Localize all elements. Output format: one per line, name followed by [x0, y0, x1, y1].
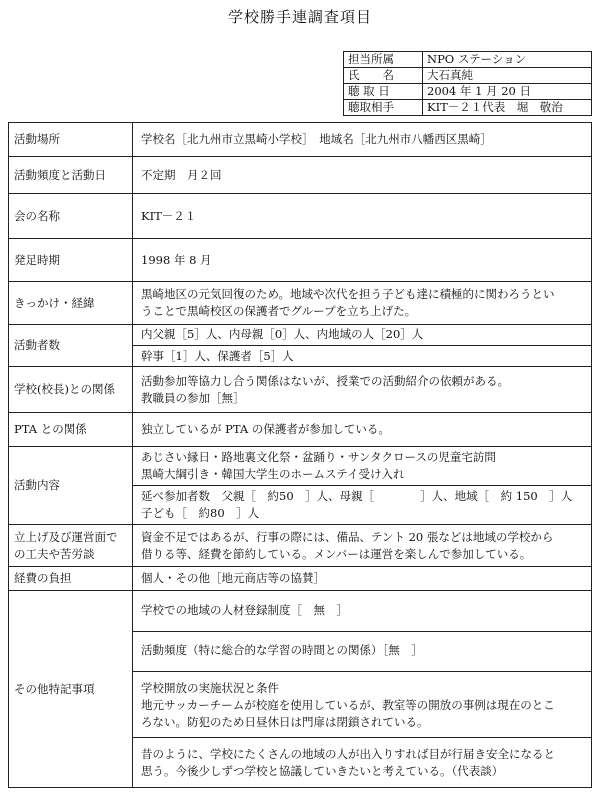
interview-info-table [343, 51, 592, 116]
row-value [133, 282, 592, 325]
info-value: 2004 年 1 月 20 日 [423, 84, 592, 100]
row-label: 経費の負担 [9, 567, 133, 591]
value-line: 子ども［ 約80 ］人 [141, 506, 260, 520]
row-value [133, 567, 592, 591]
page-title: 学校勝手連調査項目 [227, 8, 372, 26]
info-value: 大石真純 [423, 68, 592, 84]
row-value [133, 591, 592, 788]
row-label: 立上げ及び運営面での工夫や苦労談 [9, 525, 133, 567]
value-line: 幹事［1］人、保護者［5］人 [141, 349, 294, 363]
value-line: 教職員の参加［無］ [141, 390, 245, 405]
row-value [133, 525, 592, 567]
row-label: PTA との関係 [9, 413, 133, 447]
value-line: 内父親［5］人、内母親［0］人、内地域の人［20］人 [141, 327, 424, 341]
value-line: 独立しているが PTA の保護者が参加している。 [141, 422, 390, 436]
value-line: 学校名［北九州市立黒崎小学校］ 地域名［北九州市八幡西区黒崎］ [141, 132, 492, 146]
value-line: 学校開放の実施状況と条件 [141, 681, 279, 695]
divider [133, 485, 591, 486]
info-value: NPO ステーション [423, 52, 592, 68]
row-frequency [9, 157, 592, 194]
divider [133, 671, 591, 672]
row-label: 活動内容 [9, 447, 133, 525]
row-label: その他特記事項 [9, 591, 133, 788]
info-value: KIT－２１代表 堀 敬治 [423, 100, 592, 116]
value-line: KIT－２１ [141, 208, 197, 223]
row-value [133, 157, 592, 194]
value-line: 地元サッカーチームが校庭を使用しているが、教室等の開放の事例は現在のとこ [141, 698, 555, 712]
value-line: 活動参加等協力し合う関係はないが、授業での活動紹介の依頼がある。 [141, 373, 509, 388]
row-label: 活動場所 [9, 123, 133, 157]
row-label: 発足時期 [9, 239, 133, 282]
row-background [9, 282, 592, 325]
row-value [133, 413, 592, 447]
value-line: 個人・その他［地元商店等の協賛］ [141, 571, 325, 585]
row-label: 活動頻度と活動日 [9, 157, 133, 194]
value-line: 黒崎大綱引き・韓国大学生のホームステイ受け入れ [141, 467, 405, 481]
value-line: 黒崎地区の元気回復のため。地域や次代を担う子ども達に積極的に関わろうとい [141, 287, 555, 301]
row-value [133, 239, 592, 282]
value-line: 活動頻度（特に総合的な学習の時間との関係）［無 ］ [141, 643, 423, 657]
info-label: 担当所属 [344, 52, 423, 68]
value-line: 思う。今後少しずつ学校と協議していきたいと考えている。（代表談） [141, 764, 504, 778]
info-row [344, 84, 592, 100]
row-expenses [9, 567, 592, 591]
value-line: 資金不足ではあるが、行事の際には、備品、テント 20 張などは地域の学校から [141, 529, 554, 544]
info-row [344, 52, 592, 68]
survey-table [8, 122, 592, 788]
row-school-relation [9, 367, 592, 413]
value-line: 延べ参加者数 父親［ 約50 ］人、母親［ ］人、地域［ 約 150 ］人 [141, 489, 573, 503]
info-row [344, 100, 592, 116]
row-label: 学校(校長)との関係 [9, 367, 133, 413]
value-line: ろない。防犯のため日昼休日は門扉は閉鎖されている。 [141, 715, 429, 729]
info-label: 氏 名 [344, 68, 423, 84]
row-pta-relation [9, 413, 592, 447]
value-line: 昔のように、学校にたくさんの地域の人が出入りすれば目が行届き安全になると [141, 747, 555, 761]
row-value [133, 325, 592, 367]
info-row [344, 68, 592, 84]
row-other-notes [9, 591, 592, 788]
row-value [133, 367, 592, 413]
row-value [133, 194, 592, 239]
value-line: 学校での地域の人材登録制度［ 無 ］ [141, 603, 348, 617]
row-activity-place [9, 123, 592, 157]
divider [133, 345, 591, 346]
info-label: 聴 取 日 [344, 84, 423, 100]
row-members [9, 325, 592, 367]
value-line: 借りる等、経費を節約している。メンバーは運営を楽しんで参加している。 [141, 546, 532, 561]
row-label: きっかけ・経緯 [9, 282, 133, 325]
row-value [133, 447, 592, 525]
row-activities [9, 447, 592, 525]
value-line: うことで黒崎校区の保護者でグループを立ち上げた。 [141, 304, 417, 318]
divider [133, 631, 591, 632]
divider [133, 737, 591, 738]
row-value [133, 123, 592, 157]
info-label: 聴取相手 [344, 100, 423, 116]
row-label: 会の名称 [9, 194, 133, 239]
value-line: あじさい縁日・路地裏文化祭・盆踊り・サンタクロースの児童宅訪問 [141, 450, 496, 464]
row-group-name [9, 194, 592, 239]
row-label: 活動者数 [9, 325, 133, 367]
value-line: 不定期 月２回 [141, 167, 222, 182]
row-operation-notes [9, 525, 592, 567]
value-line: 1998 年 8 月 [141, 252, 212, 267]
row-start-date [9, 239, 592, 282]
